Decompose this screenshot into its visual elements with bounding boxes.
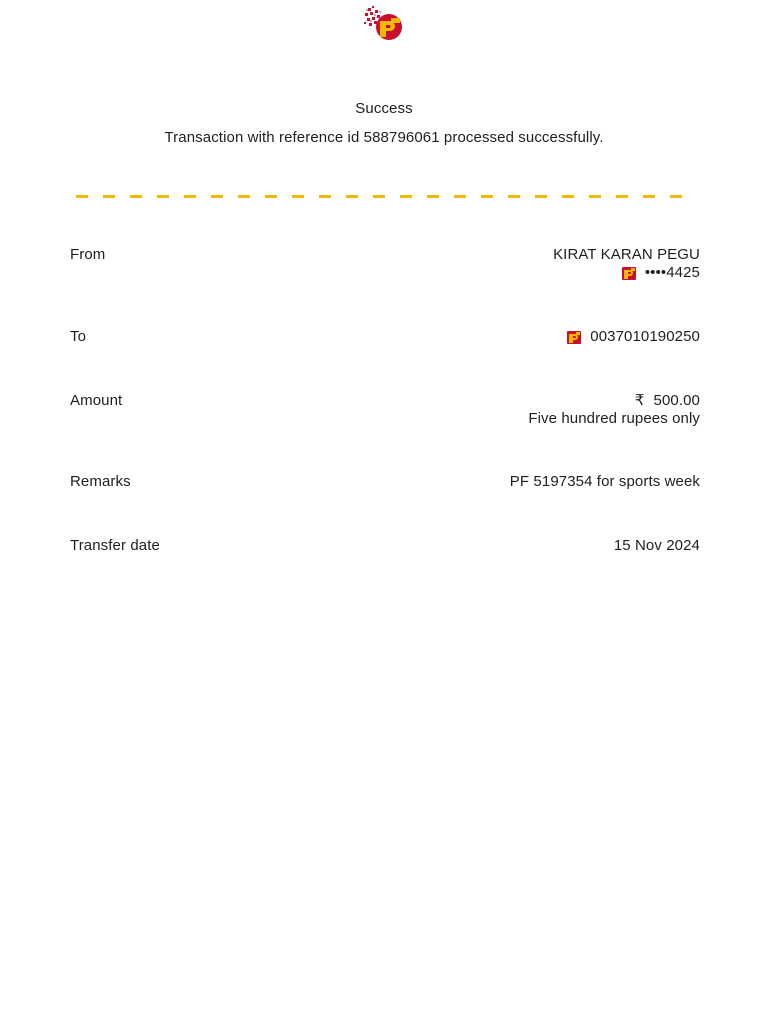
amount-value <box>528 392 700 428</box>
to-label: To <box>70 328 87 345</box>
transfer-date-label: Transfer date <box>70 537 160 554</box>
transfer-date-value: 15 Nov 2024 <box>613 537 700 554</box>
status-message: Transaction with reference id 588796061 processed successfully. <box>164 129 604 146</box>
to-account: 0037010190250 <box>590 328 700 345</box>
status-title: Success <box>355 100 413 117</box>
bank-icon <box>567 331 581 344</box>
amount-label: Amount <box>70 392 123 409</box>
currency-symbol: ₹ <box>634 392 645 409</box>
dashed-divider <box>76 195 684 198</box>
remarks-label: Remarks <box>70 473 131 490</box>
to-value <box>567 328 700 346</box>
bank-icon <box>622 267 636 280</box>
remarks-value: PF 5197354 for sports week <box>509 473 700 490</box>
transfer-date-value-wrap <box>614 537 700 555</box>
bank-logo-icon <box>364 6 404 42</box>
remarks-value-wrap <box>510 473 700 491</box>
from-account-masked: ••••4425 <box>644 264 700 281</box>
from-label: From <box>70 246 106 263</box>
from-value <box>553 246 700 282</box>
from-name: KIRAT KARAN PEGU <box>553 246 700 263</box>
amount-number: 500.00 <box>653 392 700 409</box>
amount-in-words: Five hundred rupees only <box>528 410 700 427</box>
